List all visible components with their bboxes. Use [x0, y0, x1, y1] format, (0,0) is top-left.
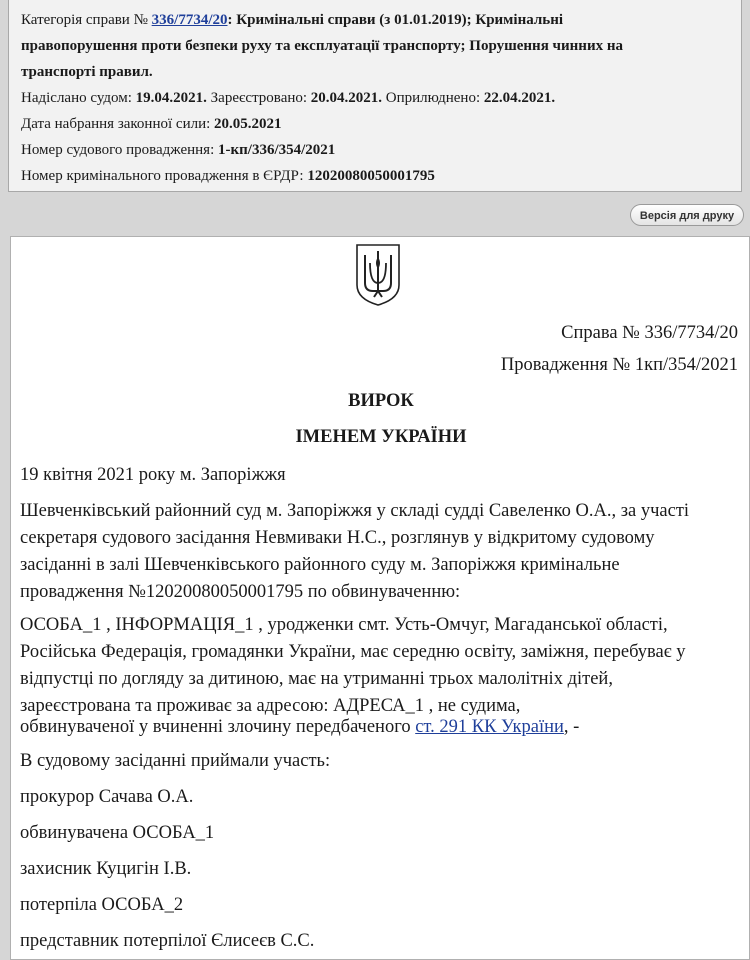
criminal-proceeding-line: [21, 163, 741, 189]
participant-accused: обвинувачена ОСОБА_1: [20, 823, 215, 843]
category-value-1: : Кримінальні справи (з 01.01.2019); Кримінальні: [227, 12, 564, 28]
category-value-3: транспорті правил.: [21, 64, 153, 80]
document-body: [10, 236, 750, 960]
proceeding-number: Провадження № 1кп/354/2021: [500, 355, 738, 375]
category-line: [21, 7, 741, 33]
participants-intro: В судовому засіданні приймали участь:: [20, 751, 331, 771]
criminal-proceeding-value: 12020080050001795: [307, 168, 435, 184]
accused-info-line-3: відпустці по догляду за дитиною, має на утриманні трьох малолітніх дітей,: [20, 669, 613, 689]
charge-suffix: , -: [563, 717, 580, 737]
registered-label: Зареєстровано:: [210, 90, 308, 106]
published-date: 22.04.2021.: [483, 90, 556, 106]
case-number-link[interactable]: 336/7734/20: [151, 12, 228, 28]
category-label: Категорія справи №: [21, 12, 148, 28]
category-value-2: правопорушення проти безпеки руху та експлуатації транспорту; Порушення чинних на: [21, 38, 623, 54]
coat-of-arms-icon: [355, 243, 401, 307]
court-proceeding-label: Номер судового провадження:: [21, 142, 215, 158]
sent-label: Надіслано судом:: [21, 90, 132, 106]
accused-info-line-2: Російська Федерація, громадянки України, має середню освіту, заміжня, перебуває у: [20, 642, 686, 662]
court-composition-line-3: засіданні в залі Шевченківського районного суду м. Запоріжжя кримінальне: [20, 555, 620, 575]
force-date-line: [21, 111, 741, 137]
verdict-title: ВИРОК: [348, 391, 414, 411]
case-number: Справа № 336/7734/20: [561, 323, 738, 343]
court-proceeding-value: 1-кп/336/354/2021: [218, 142, 336, 158]
criminal-proceeding-label: Номер кримінального провадження в ЄРДР:: [21, 168, 304, 184]
court-composition-line-2: секретаря судового засідання Невмиваки Н.С., розглянув у відкритому судовому: [20, 528, 655, 548]
participant-victim: потерпіла ОСОБА_2: [20, 895, 184, 915]
court-proceeding-line: [21, 137, 741, 163]
court-composition-line-4: провадження №12020080050001795 по обвинуваченню:: [20, 582, 461, 602]
category-line-2: [21, 33, 741, 59]
published-label: Оприлюднено:: [385, 90, 481, 106]
criminal-code-article-link[interactable]: ст. 291 КК України: [415, 717, 564, 737]
print-version-button[interactable]: Версія для друку: [630, 204, 744, 226]
participant-prosecutor: прокурор Сачава О.А.: [20, 787, 194, 807]
dates-line: [21, 85, 741, 111]
charge-line: [20, 713, 740, 741]
date-place: 19 квітня 2021 року м. Запоріжжя: [20, 465, 286, 485]
sent-date: 19.04.2021.: [135, 90, 207, 106]
participant-victim-representative: представник потерпілої Єлисеєв С.С.: [20, 931, 315, 951]
case-info-panel: [8, 0, 742, 192]
court-composition-line-1: Шевченківський районний суд м. Запоріжжя у складі судді Савеленко О.А., за участі: [20, 501, 690, 521]
category-line-3: [21, 59, 741, 85]
accused-info-line-4: зареєстрована та проживає за адресою: АДРЕСА_1 , не судима,: [20, 696, 521, 716]
registered-date: 20.04.2021.: [310, 90, 383, 106]
charge-prefix: обвинуваченої у вчиненні злочину передбаченого: [20, 717, 416, 737]
force-date: 20.05.2021: [214, 116, 282, 132]
accused-info-line-1: ОСОБА_1 , ІНФОРМАЦІЯ_1 , уродженки смт. Усть-Омчуг, Магаданської області,: [20, 615, 668, 635]
in-the-name-heading: ІМЕНЕМ УКРАЇНИ: [295, 427, 467, 447]
participant-defender: захисник Куцигін І.В.: [20, 859, 192, 879]
force-label: Дата набрання законної сили:: [21, 116, 211, 132]
